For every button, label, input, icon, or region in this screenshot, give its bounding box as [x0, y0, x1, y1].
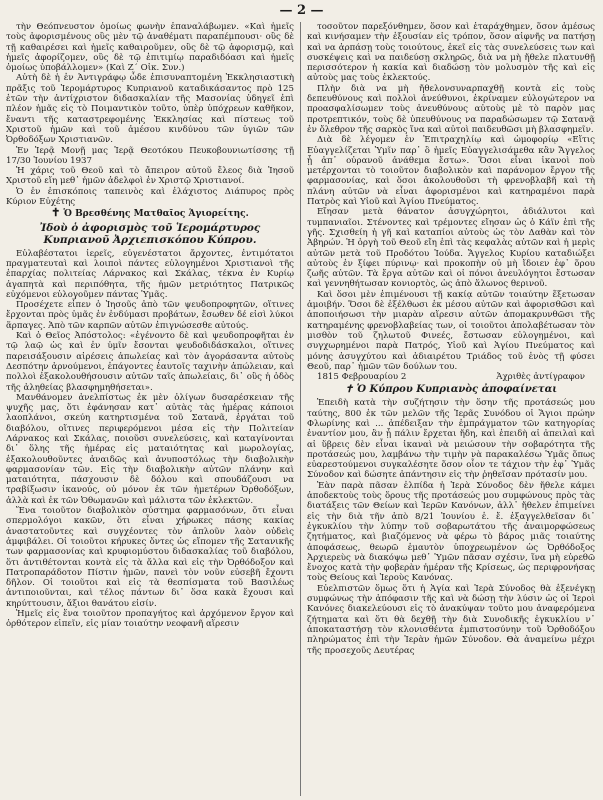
paragraph: Ὁ ἐν ἐπισκόποις ταπεινὸς καὶ ἐλάχιστος Διάπυρος πρὸς Κύριον Εὐχέτης [6, 186, 294, 208]
section-heading [307, 384, 595, 396]
cross-icon: ✝ [344, 384, 354, 396]
paragraph: Πλὴν διὰ να μὴ ἤθελονσυναρπαχθῇ κοντὰ εἰς τοὺς δεπευθύνους καὶ πολλοὶ ἀνεύθυνοι, ἐκρίναμεν εὐλογώτερον να προασφαλίσωμεν τοὺς ἀνευθύνους αὐτοὺς μὲ τὸ παρὸν μας προτρεπτικόν, τοὺς δὲ ὑπευθύνους να παραδώσωμεν τῷ Σατανᾷ ἐν ὄλεθρον τῆς σαρκὸς ἵνα καὶ αὐτοὶ παιδευθῶσι μὴ βλασφημεῖν. [307, 83, 595, 135]
copy-note: Ἀχριθὲς ἀντίγραφον [496, 372, 585, 383]
paragraph: Ἡ χάρις τοῦ Θεοῦ καὶ τὸ ἄπειρον αὐτοῦ ἔλεος διὰ Ἰησοῦ Χριστοῦ εἴη μεθ᾽ ἡμῶν ἀδελφοὶ ἐν Χριστῷ Χριστιανοί. [6, 166, 294, 187]
signature: Ὁ Βρεσθένης Ματθαῖος Ἁγιορείτης. [63, 209, 249, 220]
paragraph: Προσέχετε εἶπεν ὁ Ἰησοῦς ἀπὸ τῶν ψευδοπροφητῶν, οἵτινες ἔρχονται πρὸς ὑμᾶς ἐν ἐνδύμασι προβάτων, ἔσωθεν δέ εἰσὶ λύκοι ἅρπαγες. Ἀπὸ τῶν καρπῶν αὐτῶν ἐπιγνώσεσθε αὐτούς. [6, 300, 294, 331]
paragraph: Ἐπειδὴ κατὰ τὴν συζήτησιν τὴν ὅσην τῆς προτάσεώς μου ταύτης, 800 ἐκ τῶν μελῶν τῆς Ἱερᾶς Συνόδου οἱ Ἅγιοι πρώην Φλωρίνης καὶ ... ἀπέδειξαν τὴν ἐμπράγματον τῶν κατηγορίας ἐναντίον μου, ἂν ᾖ πάλιν ἔρχεται ἤδη, καὶ ἐπειδὴ αἱ ἀπειλαὶ καὶ αἱ ὕβρεις δὲν εἶναι ἱκαναὶ νὰ μειώσουν τὴν σοβαρότητα τῆς προτάσεώς μου, λαμβάνω τὴν τιμὴν νὰ παρακαλέσω Ὑμᾶς ὅπως εὐαρεστούμενοι συγκαλέσητε ὅσον οἷον τε τάχιον τὴν ἐφ᾽ Ὑμᾶς Σύνοδον καὶ δώσητε ἀπάντησιν εἰς τὴν ῥηθεῖσαν πρότασίν μου. [307, 398, 595, 481]
paragraph: Εὐλαβέστατοι ἱερεῖς, εὐγενέστατοι ἄρχοντες, ἐντιμότατοι πραγματευταὶ καὶ λοιποὶ πάντες εὐλογημένοι Χριστιανοὶ τῆς ἐπαρχίας πολιτείας Λάρνακος καὶ Σκάλας, τέκνα ἐν Κυρίῳ ἀγαπητὰ καὶ περιπόθητα, τῆς ἡμῶν μετριότητος Πατρικῶς εὐχόμενοι εὐλογοῦμεν πάντας Ὑμᾶς. [6, 248, 294, 300]
paragraph: Εἴησαν μετὰ θάνατον ἀσυγχώρητοι, ἀδιάλυτοι καὶ τυμπανιαῖοι. Στένοντες καὶ τρέμοντες εἴησαν ὡς ὁ Κάϊν ἐπὶ τῆς γῆς. Σχισθείη ἡ γῆ καὶ καταπίοι αὐτοὺς ὡς τὸν Δαθὰν καὶ τὸν Ἀβηρών. Ἡ ὀργὴ τοῦ Θεοῦ εἴη ἐπὶ τὰς κεφαλὰς αὐτῶν καὶ ἡ μερὶς αὐτῶν μετὰ τοῦ Προδότου Ἰούδα. Ἄγγελος Κυρίου καταδιώξει αὐτοὺς ἐν ξίφει πύρινῳ· καὶ προκοπὴν οὐ μὴ ἴδοιεν ἐφ᾽ ὅρου ζωῆς αὐτῶν. Τὰ ἔργα αὐτῶν καὶ οἱ πόνοι ἀνευλόγητοι ἔστωσαν καὶ γεννηθήτωσαν κονιορτὸς, ὡς ἀπὸ ἅλωνος θερινοῦ. [307, 207, 595, 290]
section-heading-text: Ὁ Κύπρου Κυπριανὸς ἀποφαίνεται [356, 384, 558, 396]
paragraph: Καὶ ὁ Θεῖος Ἀπόστολος: «ἐγένοντο δὲ καὶ ψευδοπροφῆται ἐν τῷ λαῷ ὡς καὶ ἐν ὑμῖν ἔσονται ψευδοδιδάσκαλοι, οἵτινες παρεισάξουσιν αἱρέσεις ἀπωλείας καὶ τὸν ἀγοράσαντα αὐτοὺς Δεσπότην ἀρνούμενοι, ἐπάγοντες ἑαυτοῖς ταχινὴν ἀπώλειαν, καὶ πολλοὶ ἐξακολουθήσουσιν αὐτῶν ταῖς ἀπωλείαις, δι᾽ οὓς ἡ ὁδὸς τῆς ἀληθείας βλασφημηθήσεται». [6, 331, 294, 393]
date-line [307, 372, 595, 382]
paragraph: Ἐὰν παρὰ πᾶσαν ἐλπίδα ἡ Ἱερὰ Σύνοδος δὲν ἤθελε κάμει ἀποδεκτοὺς τοὺς ὅρους τῆς προτάσεώς μου συμφώνους πρὸς τὰς διατάξεις τῶν Θείων καὶ Ἱερῶν Κανόνων, ἀλλ᾽ ἤθελεν ἐπιμείνει εἰς τὴν διὰ τῆν ἀπὸ 8/21 Ἰουνίου ἐ. ἔ. ἐξαγγελθεῖσαν δι᾽ ἐγκυκλίου τὴν λύπην τοῦ σοβαρωτάτου τῆς ἀναιμορφώσεως ζητήματος, καὶ βιαζόμενος νὰ φέρω τὸ βάρος μιᾶς τοιαύτης ἀποφάσεως, θεωρῶ ἐμαυτὸν ὑποχρεωμένον ὡς Ὀρθόδοξος Ἀρχιερεὺς νὰ διακόψω μεθ᾽ Ὑμῶν πᾶσαν σχέσιν, ἵνα μὴ εὑρεθῶ ἔνοχος κατὰ τὴν φοβερὰν ἡμέραν τῆς Κρίσεως, ὡς περιφρονήσας τοὺς Θείους καὶ Ἱεροὺς Κανόνας. [307, 480, 595, 584]
paragraph: Αὐτὴ δὲ ἡ ἐν Ἀντιγράφῳ ὧδε ἐπισυναπτομένη Ἐκκλησιαστικὴ πρᾶξις τοῦ Ἱερομάρτυρος Κυπριανοῦ καταδικάσαντος πρὸ 125 ἐτῶν τὴν ἀντίχριστον διδασκαλίαν τῆς Μασονίας ὑδηγεῖ ἐπὶ πλέον ἡμᾶς εἰς τὸ Ποιμαντικὸν τοῦτο, ὑπὲρ ὑπόχρεων καθῆκον, ἔναντι τῆς καταστρεφομένης Ἐκκλησίας καὶ πίστεως τοῦ Χριστοῦ ἡμῶν καὶ τοῦ ἀμέσου κινδύνου τῶν ὑγιῶν τῶν Ὀρθοδόξων Χριστιανῶν. [6, 73, 294, 146]
date: 1815 Φεβρουαρίου 2 [317, 372, 407, 383]
section-heading: Ἰδοὺ ὁ ἀφορισμὸς τοῦ Ἱερομάρτυρος Κυπριανοῦ Ἀρχιεπισκόπου Κύπρου. [39, 221, 261, 247]
paragraph: τοσοῦτον παρεξόνθημεν, ὅσον καὶ ἐταράχθημεν, ὅσον ἀμέσως καὶ κινήσαμεν τὴν ἐξουσίαν εἰς τρόπον, ὅσον αἰφνῆς να πατήσῃ καὶ να ἁρπάσῃ τοὺς τοιούτους, ἐκεῖ εἰς τὰς συνελεύσεις των καὶ συσκέψεις καὶ να παιδεύσῃ σκληρῶς, διὰ να μὴ ἤθελε πλατυνθῇ περισσότερον ἡ κακία καὶ διαδώσῃ τὸν μολυσμὸν τῆς καὶ εἰς αὐτοὺς μας τοὺς ἐκλεκτούς. [307, 22, 595, 84]
column-divider [300, 22, 301, 796]
paragraph: Εὐελπιστῶν ὅμως ὅτι ἡ Ἁγία καὶ Ἱερὰ Σύνοδος θὰ ἐξενέγκῃ συμφώνως τὴν ἀπόφασιν τῆς καὶ νὰ δώσῃ τὴν λύσιν ὡς οἱ Ἱεροὶ Κανόνες διακελεύουσι εἰς τὸ ἀνακύψαν τοῦτο μου ἀναφερόμενα ζήτηματα καὶ ὅτι θὰ δεχθῇ τὴν διὰ Συνοδικῆς ἐγκυκλίου ν᾽ ἀποκαταστήσῃ τὸν κλονισθέντα ἐμπιστοσύνην τοῦ Ὀρθοδόξου πληρώματος ἐπὶ τὴν Ἱερὰν ἡμῶν Σύνοδον. Θὰ ἀναμείνω μέχρι τῆς προσεχοῦς Δευτέρας [307, 583, 595, 656]
cross-icon: ✝ [51, 206, 61, 220]
paragraph: Μανθάνομεν ἀνελπίστως ἐκ μὲν ὀλίγων δυσαρέσκειαν τῆς ψυχῆς μας, ὅτι ἐφάνησαν κατ᾽ αὐτὰς τὰς ἡμέρας κάποιοι λαοπλάνοι, σκεύη κατηρτισμένα τοῦ Σατανᾶ, ἐργάται τοῦ διαβόλου, οἵτινες περιφερόμενοι μέσα εἰς τὴν Πολιτείαν Λάρνακος καὶ Σκάλας, ποιοῦσι συνελεύσεις, καὶ καταγίνονται δι᾽ ὅλης τῆς ἡμέρας εἰς ματαιότητας καὶ μωρολογίας, ἐξακολουθοῦντες ἀναιδῶς καὶ ἀνυποστόλως τὴν διαβολικὴν φαρμασονίαν τῶν. Εἰς τὴν διαβολικὴν αὐτῶν πλάνην καὶ ματαιότητα, πάσχουσιν δὲ δόλου καὶ σπουδάζουσι να τραβίξωσιν ἱκανούς, οὐ μόνον ἐκ τῶν ἡμετέρων Ὀρθοδόξων, ἀλλὰ καὶ ἐκ τῶν Ὀθωμανῶν καὶ μάλιστα τῶν ἐκλεκτῶν. [6, 392, 294, 506]
paragraph: Καὶ ὅσοι μὲν ἐπιμένουσι τῇ κακίᾳ αὐτῶν τοιαύτην ἕξετωσαν ἀμοιβήν. Ὅσοι δὲ ἐξέλθωσι ἐκ μέσου αὐτῶν καὶ ἀφορισθῶσι καὶ ἀποποιήσωσι τὴν μιαρὰν αἵρεσιν αὐτῶν ἀπομακρυνθῶσι τῆς κατηραμένης φρενοβλαβείας των, οἱ τοιοῦτοι ἀπολαβέτωσαν τὸν μισθὸν τοῦ ζηλωτοῦ Φινεές, ἔστωσαν εὐλογημένοι, καὶ συγχωρημένοι παρὰ Πατρός, Υἱοῦ καὶ Ἁγίου Πνεύματος καὶ μόνης ἀσυγχύτου καὶ ἀδιαιρέτου Τριάδος τοῦ ἑνὸς τῇ φύσει Θεοῦ, παρ᾽ ἡμῶν τῶν δούλων του. [307, 289, 595, 372]
left-column [6, 22, 294, 796]
page-number: — 2 — [279, 3, 324, 18]
right-column [307, 22, 595, 796]
signature-line [6, 208, 294, 219]
paragraph: Διὰ δὲ λέγομεν ἐν Ἐπιτραχηλίῳ καὶ ὡμοφορίῳ «Εἴτις Εὐαγγελίζεται Ὑμῖν παρ᾽ ὃ ἡμεῖς Εὐαγγελισάμεθα κἂν Ἄγγελος ᾖ ἀπ᾽ οὐρανοῦ ἀνάθεμα ἔστω». Ὅσοι εἶναι ἱκανοὶ ποὺ μετέρχονται τὸ τοιοῦτον διαβολικὸν καὶ παράνομον ἔργον τῆς φαρμασονίας, καὶ ὅσοι ἀκολουθοῦσι τὴ φρενοβλαβῆ καὶ τὴ πλάνη αὐτῶν νὰ εἶναι ἀφορισμένοι καὶ κατηραμένοι παρὰ Πατρὸς καὶ Υἱοῦ καὶ Ἁγίου Πνεύματος. [307, 135, 595, 208]
paragraph: Ἐν Ἱερᾷ Μονῇ μας Ἱερᾷ Θεοτόκου Πευκοβουνιωτίσσης τῇ 17/30 Ἰουνίου 1937 [6, 145, 294, 166]
paragraph: Ἡμεῖς εἰς ἕνα τοιοῦτον προπαγήτος καὶ ἀρχόμενον ἔργον καὶ ὀρθότερον εἰπεῖν, εἰς μίαν τοιαύτην νεοφανῆ αἵρεσιν [6, 609, 294, 630]
paragraph: Ἕνα τοιοῦτον διαβολικὸν σύστημα φαρμασόνων, ὅτι εἶναι σπερμολόγοι κακῶν, ὅτι εἶναι χήρωκες πάσης κακίας ἀναστατοῦντες καὶ συγχέοντες τὸν ἁπλοῦν λαὸν οὐδεὶς ἀμφιβάλει. Οἱ τοιοῦτοι κήρυκες ὄντες ὡς εἴπομεν τῆς Σατανικῆς των φαρμασονίας καὶ κρυφιομύστου διδασκαλίας τοῦ διαβόλου, ὅτι ἀντιθέτονται κοντὰ εἰς τὰ ἄλλα καὶ εἰς τὴν Ὀρθόδοξον καὶ Πατροπαράδοτον Πίστιν ἡμῶν, πανεὶ τὸν νοῦν εὐσεβῆ ἔχοντι δῆλον. Οἱ τοιοῦτοι καὶ εἰς τὰ θεσπίσματα τοῦ Βασιλέως ἀντιποιοῦνται, καὶ τέλος πάντων δι᾽ ὅσα κακὰ ἔχουσι καὶ κηρύττουσιν, ἄξιοι θανάτου εἰσίν. [6, 506, 294, 609]
paragraph: τὴν Θεόπνευστον ὁμοίως φωνὴν ἐπαναλάβωμεν. «Καὶ ἡμεῖς τοὺς ἀφορισμένους οὓς μὲν τῷ ἀναθέματι παραπέμπουσι· οὓς δὲ τῇ καθαιρέσει καὶ ἡμεῖς καθαιροῦμεν, οὓς δὲ τῷ ἀφορισμῷ, καὶ ἡμεῖς ἀφορίζομεν, οὓς δὲ τῷ ἐπιτιμίῳ παραδιδόασι καὶ ἡμεῖς ὁμοίως ὑποβάλλομεν» (Καὶ Ζ΄ Οἰκ. Συν.) [6, 22, 294, 74]
